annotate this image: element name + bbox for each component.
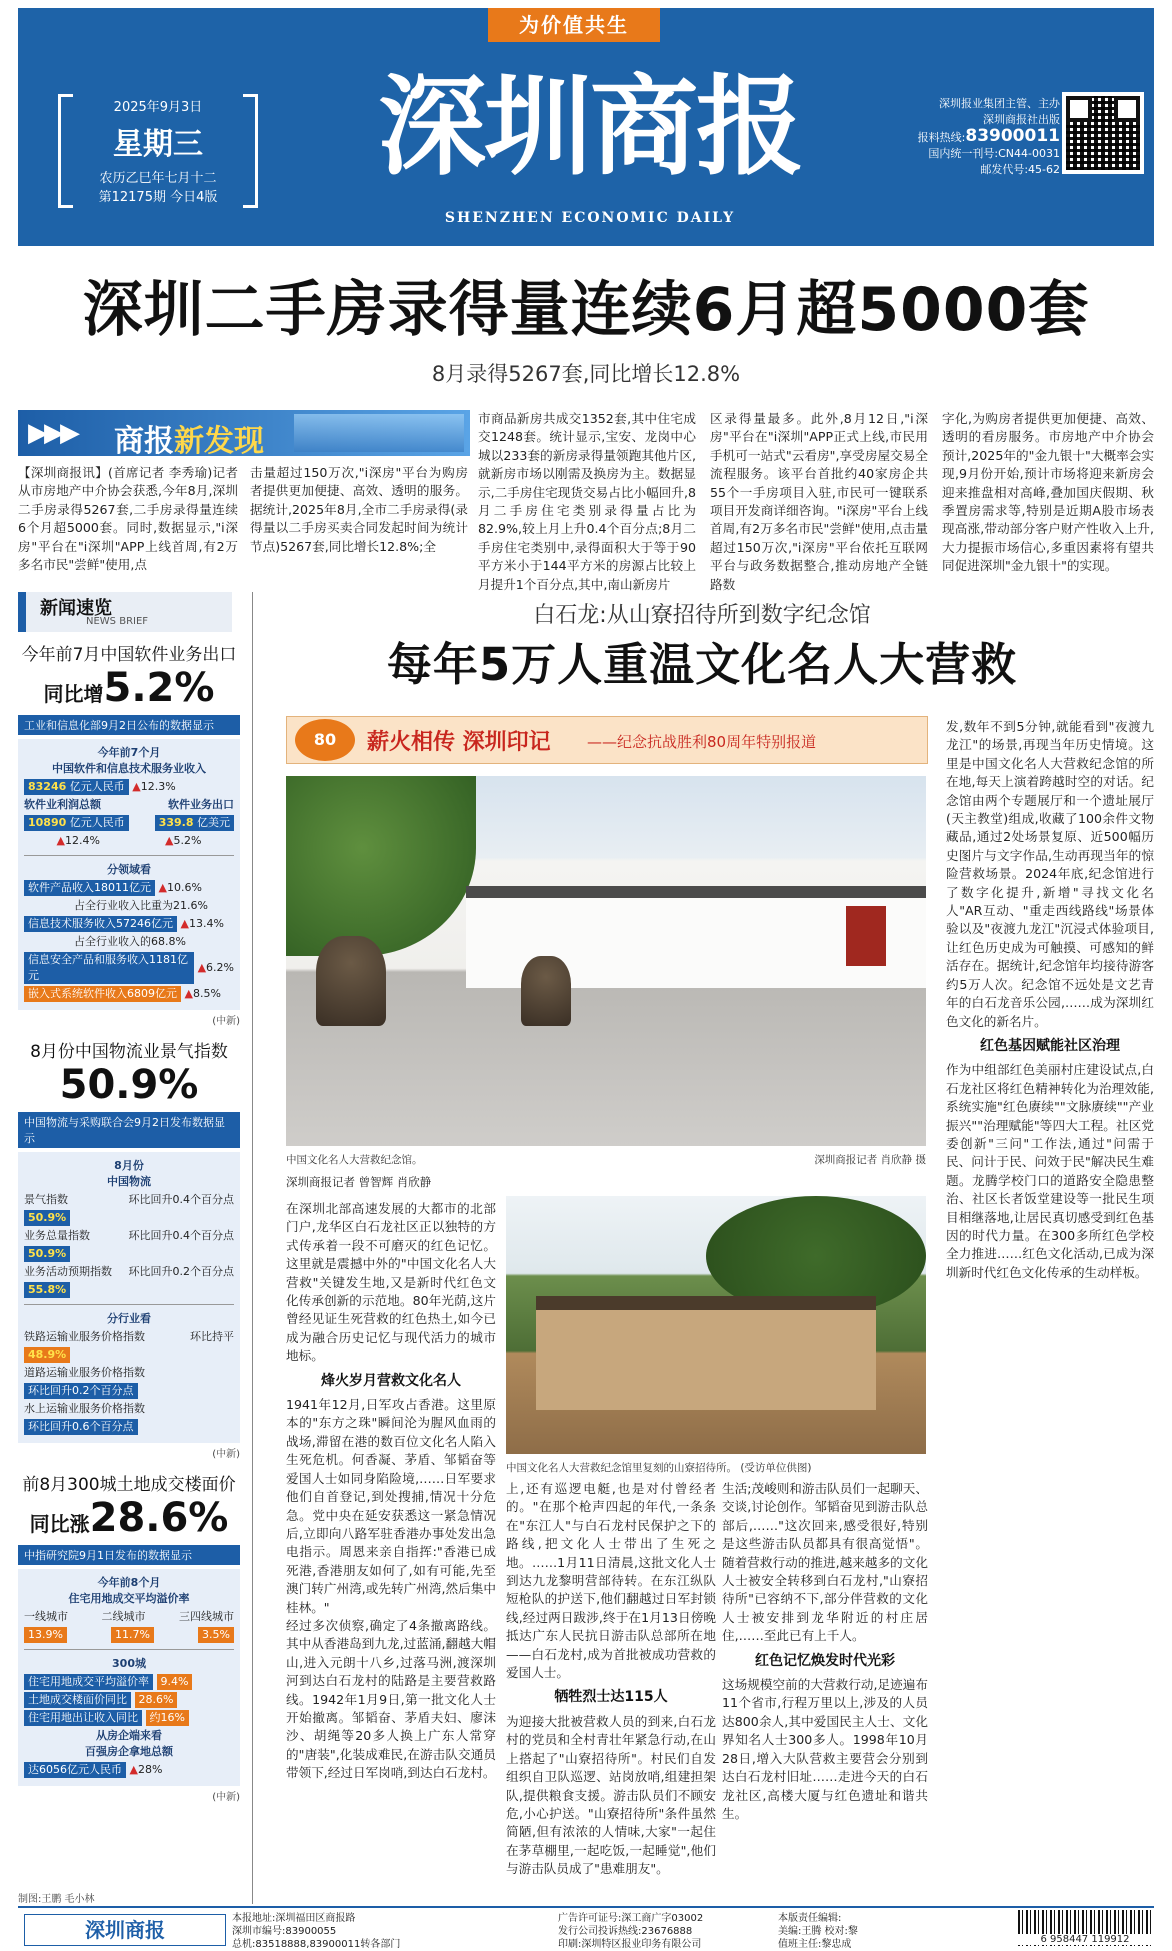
info-value: 10890 [28,816,67,829]
bracket-left [58,94,73,208]
top-article-col-4: 区录得量最多。此外,8月12日,"i深房"平台在"i深圳"APP正式上线,市民用手机可一站式"云看房",享受房屋交易全流程服务。该平台首批约40家房企共55个一手房项目入驻,市民可一键联系项目开发商详细咨询。"i深房"平台上线首周,有2万多名市民"尝鲜"使用,点击量超过150万次,"i深房"平台依托互联网平台与政务数据整合,推动房地产全链路数 [710,411,928,592]
top-article-col-1: 【深圳商报讯】(首席记者 李秀瑜)记者从市房地产中介协会获悉,今年8月,深圳二手房录得5267套,二手房录得量连续6个月超5000套。同时,数据显示,"i深房"平台在"i深圳"APP上线首周,有2万多名市民"尝鲜"使用,点 [18,465,238,573]
info-label: 业务总量指数 [24,1229,90,1242]
up-arrow-icon: ▲ [129,1763,138,1776]
hotline-label: 报料热线: [917,131,966,144]
info-unit: 亿元人民币 [69,816,125,829]
info-label: 住宅用地出让收入同比 [24,1710,142,1726]
feature-subhead: 烽火岁月营救文化名人 [321,1372,461,1389]
memorial-hall-photo [286,776,926,1146]
info-sub: 从房企端来看 [96,1729,162,1742]
brief-heading: 前8月300城土地成交楼面价 [22,1475,236,1495]
info-desc: 环比回升0.2个百分点 [24,1383,138,1399]
feature-paragraph: 上,还有巡逻电艇,也是对付曾经者的。"在那个枪声四起的年代,一条条在"东江人"与白石龙村民保护之下的路线,把文化人士带出了生死之地。……1月11日清晨,这批文化人士到达九龙黎明营部待转。在东江纵队短枪队的护送下,他们翻越过日军封锁线,经过两日跋涉,终于在1月13日傍晚抵达广东人民抗日游击队总部所在地——白石龙村,成为首批被成功营救的爱国人士。 [506,1481,716,1681]
top-article-col-5: 字化,为购房者提供更加便捷、高效、透明的看房服务。市房地产中介协会预计,2025年的"金九银十"大概率会实现,9月份开始,预计市场将迎来新房会迎来推盘相对高峰,叠加国庆假期、秋季置房需求等,特别是近期A股市场表现高涨,带动部分客户财产性收入上升,大力提振市场信心,多重因素将有望共同促进深圳"金九银十"的实现。 [942,411,1154,574]
feature-col-1 [286,1200,496,1783]
bracket-right [243,94,258,208]
brief-big-number: 28.6% [89,1495,229,1541]
info-sub: 今年前8个月 [97,1576,161,1589]
discovery-banner [18,410,470,459]
brief-big-label: 同比涨 [29,1512,90,1536]
info-row: 占全行业收入的68.8% [74,935,186,948]
newspaper-title-en: SHENZHEN ECONOMIC DAILY [444,210,736,226]
brief-land [18,1470,240,1803]
top-article-col-2: 击量超过150万次,"i深房"平台为购房者提供更加便捷、高效、透明的服务。据统计,2025年8月,全市二手房录得(录得量以二手房买卖合同发起时间为统计节点)5267套,同比增长12.8%;全 [250,465,468,554]
info-change: 6.2% [206,961,234,974]
up-arrow-icon: ▲ [197,961,207,974]
info-label: 三四线城市 [179,1610,234,1623]
feature-col-3 [722,1480,928,1823]
info-change: 10.6% [166,881,202,894]
info-value: 50.9% [24,1210,70,1226]
brief-source: 工业和信息化部9月2日公布的数据显示 [18,715,240,735]
photo-caption: 中国文化名人大营救纪念馆。 [286,1154,423,1166]
info-unit: 亿美元 [197,816,230,829]
up-arrow-icon: ▲ [56,834,65,847]
info-sub: 8月份 [114,1159,144,1172]
photo-caption: 中国文化名人大营救纪念馆里复刻的山寮招待所。 (受访单位供图) [506,1462,812,1474]
info-value: 达6056亿元人民币 [24,1762,126,1778]
footer-line: 总机:83518888,83900011转各部门 [232,1939,401,1950]
news-brief-title [18,592,232,632]
brief-infographic [18,1152,240,1443]
photo-credit: 深圳商报记者 肖欣静 摄 [814,1154,926,1166]
info-change: 13.4% [188,917,224,930]
brief-credit: (中新) [212,1016,240,1027]
footer-line: 值班主任:黎忠成 [778,1939,852,1950]
up-arrow-icon: ▲ [180,917,189,930]
info-label: 软件业利润总额 [24,798,101,811]
info-value: 13.9% [24,1627,67,1643]
footer-line: 本报地址:深圳福田区商报路 [232,1913,356,1924]
info-label: 水上运输业服务价格指数 [24,1402,145,1415]
feature-paragraph: 在深圳北部高速发展的大都市的北部门户,龙华区白石龙社区正以独特的方式传承着一段不可磨灭的红色记忆。这里就是震撼中外的"中国文化名人大营救"关键发生地,又是新时代红色文化传承创新的示范地。80年光荫,这片曾经见证生死营救的红色热土,如今已成为融合历史记忆与现代活力的城市地标。 [286,1201,496,1364]
postal-code: 邮发代号:45-62 [980,163,1060,176]
arrow-icon: ▶▶▶ [28,418,76,448]
door-shape [846,906,886,966]
info-row: 信息技术服务收入57246亿元 [24,916,177,932]
info-desc: 环比回升0.2个百分点 [128,1265,234,1278]
info-desc: 环比回升0.6个百分点 [24,1419,138,1435]
bust-statue-shape [521,956,571,1026]
info-label: 一线城市 [24,1610,68,1623]
info-sub: 300城 [112,1657,146,1670]
feature-subhead: 牺牲烈士达115人 [554,1689,668,1706]
info-sub: 今年前7个月 [97,746,161,759]
feature-col-2 [506,1480,716,1879]
footer-line: 广告许可证号:深工商广字03002 [558,1913,704,1924]
column-divider [252,592,253,1904]
issue-number: 第12175期 今日4版 [98,190,218,205]
brief-big-label: 同比增 [43,682,104,706]
footer-info-address [232,1912,432,1951]
info-sub: 住宅用地成交平均溢价率 [68,1592,190,1605]
info-value: 3.5% [198,1627,234,1643]
footer-line: 本版责任编辑: [778,1913,842,1924]
info-change: 8.5% [192,987,221,1000]
hut-shape [536,1296,876,1410]
up-arrow-icon: ▲ [165,834,174,847]
info-row: 信息安全产品和服务收入1181亿元 [24,952,194,984]
info-value: 55.8% [24,1282,70,1298]
info-value: 339.8 [158,816,194,829]
publisher-line-2: 深圳商报社出版 [983,113,1060,126]
footer-info-license [558,1912,758,1951]
date-box [58,88,258,208]
info-row: 软件产品收入18011亿元 [24,880,155,896]
main-headline: 深圳二手房录得量连续6月超5000套 [82,275,1090,345]
feature-byline: 深圳商报记者 曾智辉 肖欣静 [286,1175,432,1189]
info-label: 道路运输业服务价格指数 [24,1366,145,1379]
info-label: 景气指数 [24,1193,68,1206]
brief-heading: 8月份中国物流业景气指数 [30,1042,228,1062]
info-value: 48.9% [24,1347,70,1363]
feature-paragraph: 1941年12月,日军攻占香港。这里原本的"东方之珠"瞬间沦为腥风血雨的战场,滞留在港的数百位文化名人陷入生死危机。何香凝、茅盾、邹韬奋等爱国人士如同身陷险境,……日军要求他们自首登记,到处搜捕,情况十分危急。党中央在延安获悉这一紧急情况后,立即向八路军驻香港办事处发出急电指示。周恩来亲自指挥:"香港已成死港,香港朋友如何了,如有可能,先至澳门转广州湾,或先转广州湾,然后集中桂林。" [286,1397,496,1615]
info-sub: 分领域看 [107,863,151,876]
issue-weekday: 星期三 [113,127,203,162]
brief-source: 中指研究院9月1日发布的数据显示 [18,1545,240,1565]
footer-line: 美编:王腾 校对:黎 [778,1926,858,1937]
news-brief-title-zh: 新闻速览 [40,598,112,619]
brief-source: 中国物流与采购联合会9月2日发布数据显示 [18,1112,240,1148]
qr-code-icon[interactable] [1062,92,1144,174]
up-arrow-icon: ▲ [158,881,167,894]
info-label: 二线城市 [101,1610,146,1623]
info-value: 11.7% [111,1627,154,1643]
feature-col-right [946,718,1154,1282]
footer-line: 深圳市编号:83900055 [232,1926,337,1937]
info-change: 12.4% [65,834,100,847]
newspaper-title: 深圳商报 [377,64,802,190]
feature-paragraph: 生活;茂峻则和游击队员们一起聊天、交谈,讨论创作。邹韬奋见到游击队总部后,……"这次回来,感受很好,特别是这些游击队员都具有很高觉悟"。随着营救行动的推进,越来越多的文化人士被安全转移到白石龙村,"山寮招待所"已容纳不下,部分伴营救的文化人士被安排到龙华附近的村庄居住,……至此已有上千人。 [722,1481,928,1644]
info-desc: 环比回升0.4个百分点 [128,1193,234,1206]
brief-credit: (中新) [212,1449,240,1460]
discovery-label-2: 新发现 [174,424,264,459]
info-label: 住宅用地成交平均溢价率 [24,1674,153,1690]
info-desc: 环比回升0.4个百分点 [128,1229,234,1242]
brief-credit: (中新) [212,1792,240,1803]
up-arrow-icon: ▲ [184,987,193,1000]
publisher-line-1: 深圳报业集团主管、主办 [939,97,1060,110]
info-unit: 亿元人民币 [69,780,125,793]
series-subtitle: ——纪念抗战胜利80周年特别报道 [587,733,817,751]
mountain-hut-photo [506,1196,926,1454]
info-row: 占全行业收入比重为21.6% [74,899,208,912]
footer-info-editors [778,1912,1018,1951]
feature-paragraph: 这场规模空前的大营救行动,足迹遍布11个省市,行程万里以上,涉及的人员达800余人,其中爱国民主人士、文化界知名人士300多人。1998年10月28日,增入大队营救主要营会分别到达白石龙村旧址……走进今天的白石龙社区,高楼大厦与红色遗址和谐共生。 [722,1677,928,1821]
brief-big-number: 50.9% [59,1062,199,1108]
info-sub: 中国物流 [107,1175,151,1188]
feature-subhead: 红色记忆焕发时代光彩 [755,1652,895,1669]
footer [18,1906,1154,1948]
bust-statue-shape [316,936,386,1026]
brief-heading: 今年前7月中国软件业务出口 [21,645,237,665]
info-value: 9.4% [157,1674,193,1690]
feature-paragraph: 经过多次侦察,确定了4条撤离路线。其中从香港岛到九龙,过蓝涌,翻越大帽山,进入元朗十八乡,过落马洲,渡深圳河到达白石龙村的陆路是主要营救路线。1942年1月9日,第一批文化人士开始撤离。邹韬奋、茅盾夫妇、廖沫沙、胡绳等20多人换上广东人常穿的"唐装",化装成难民,在游击队交通员带领下,经过日军岗哨,到达白石龙村。 [286,1617,496,1781]
barcode-number: 6 958447 119912 [1018,1934,1152,1945]
feature-paragraph: 作为中组部红色美丽村庄建设试点,白石龙社区将红色精神转化为治理效能,系统实施"红色赓续""文脉赓续""产业振兴""治理赋能"等四大工程。社区党委创新"三问"工作法,通过"问需于民、问计于民、问效于民"解决民生难题。龙腾学校门口的道路安全隐患整治、社区长者饭堂建设等一批民生项目相继落地,让居民真切感受到红色基因的时代力量。在300多所红色学校全力推进……红色文化活动,已成为深圳新时代红色文化传承的生动样板。 [946,1062,1154,1280]
up-arrow-icon: ▲ [132,780,141,793]
issue-date: 2025年9月3日 [113,100,203,115]
info-line: 中国软件和信息技术服务业收入 [52,762,206,775]
main-subheadline: 8月录得5267套,同比增长12.8% [431,362,741,386]
brief-infographic [18,1569,240,1786]
info-value: 83246 [28,780,67,793]
cn-number: 国内统一刊号:CN44-0031 [928,147,1060,160]
brief-logistics [18,1037,240,1460]
feature-series-banner [286,716,928,764]
feature-paragraph: 为迎接大批被营救人员的到来,白石龙村的党员和全村青壮年紧急行动,在山上搭起了"山寮招待所"。村民们自发组织自卫队巡逻、站岗放哨,组建担架队,提供粮食支援。游击队员们不顾安危,小心护送。"山寮招待所"条件虽然简陋,但有浓浓的人情味,大家"一起住在茅草棚里,一起吃饭,一起睡觉",他们与游击队员成了"患难朋友"。 [506,1713,716,1877]
info-value: 约16% [146,1710,189,1726]
lunar-date: 农历乙巳年七月十二 [99,171,217,186]
info-label: 软件业务出口 [168,798,234,811]
slogan-tag: 为价值共生 [488,8,660,42]
brief-software [18,640,240,1027]
footer-line: 印刷:深圳特区报业印务有限公司 [558,1939,702,1950]
feature-paragraph: 发,数年不到5分钟,就能看到"夜渡九龙江"的场景,再现当年历史情境。这里是中国文化名人大营救纪念馆的所在地,每天上演着跨越时空的对话。纪念馆由两个专题展厅和一个遗址展厅(天主教堂)组成,收藏了100余件文物藏品,通过2处场景复原、近500幅历史图片与文字作品,生动再现当年的惊险营救场景。2024年底,纪念馆进行了数字化提升,新增"寻找文化名人"AR互动、"重走西线路线"场景体验以及"夜渡九龙江"沉浸式体验项目,让红色历史成为可触摸、可感知的鲜活存在。据统计,纪念馆年均接待游客约5万人次。纪念馆不远处是文艺青年的白石龙音乐公园,……成为深圳红色文化的新名片。 [946,719,1154,1029]
feature-subhead: 红色基因赋能社区治理 [980,1037,1120,1054]
info-label: 土地成交楼面价同比 [24,1692,131,1708]
info-desc: 环比持平 [190,1330,234,1343]
brief-big-number: 5.2% [103,665,215,711]
info-label: 业务活动预期指数 [24,1265,112,1278]
info-change: 5.2% [173,834,202,847]
info-row: 嵌入式系统软件收入6809亿元 [24,986,181,1002]
info-value: 28.6% [135,1692,178,1708]
discovery-label-1: 商报 [114,424,174,459]
hotline-number: 83900011 [965,126,1060,146]
news-brief-sidebar [18,592,240,1813]
info-label: 铁路运输业服务价格指数 [24,1330,145,1343]
news-brief-title-en: NEWS BRIEF [86,616,149,627]
footer-logo: 深圳商报 [24,1914,226,1946]
publisher-info [880,96,1060,178]
info-change: 28% [137,1763,163,1776]
discovery-label [114,416,264,460]
series-title: 薪火相传 深圳印记 [367,730,551,755]
info-label: 百强房企拿地总额 [85,1745,173,1758]
footer-line: 发行公司投诉热线:23676888 [558,1926,693,1937]
top-article-col-3: 市商品新房共成交1352套,其中住宅成交1248套。统计显示,宝安、龙岗中心城以233套的新房录得量领跑其他片区,就新房市场以刚需及换房为主。数据显示,二手房住宅现货交易占比小幅回升,8月二手房住宅类别录得量占比为82.9%,较上月上升0.4个百分点;8月二手房住宅类别中,录得面积大于等于90平方米小于144平方米的房源占比较上月提升1个百分点,其中,南山新房片 [478,411,696,592]
tree-shape [286,776,476,956]
feature-kicker: 白石龙:从山寮招待所到数字纪念馆 [533,603,871,628]
info-change: 12.3% [140,780,176,793]
city-skyline-image [294,414,464,452]
anniversary-logo-icon: 80 [295,719,355,761]
brief-infographic [18,739,240,1010]
info-sub: 分行业看 [107,1312,151,1325]
graphics-credit: 制图:王鹏 毛小林 [18,1894,95,1905]
feature-title: 每年5万人重温文化名人大营救 [386,638,1018,691]
info-value: 50.9% [24,1246,70,1262]
